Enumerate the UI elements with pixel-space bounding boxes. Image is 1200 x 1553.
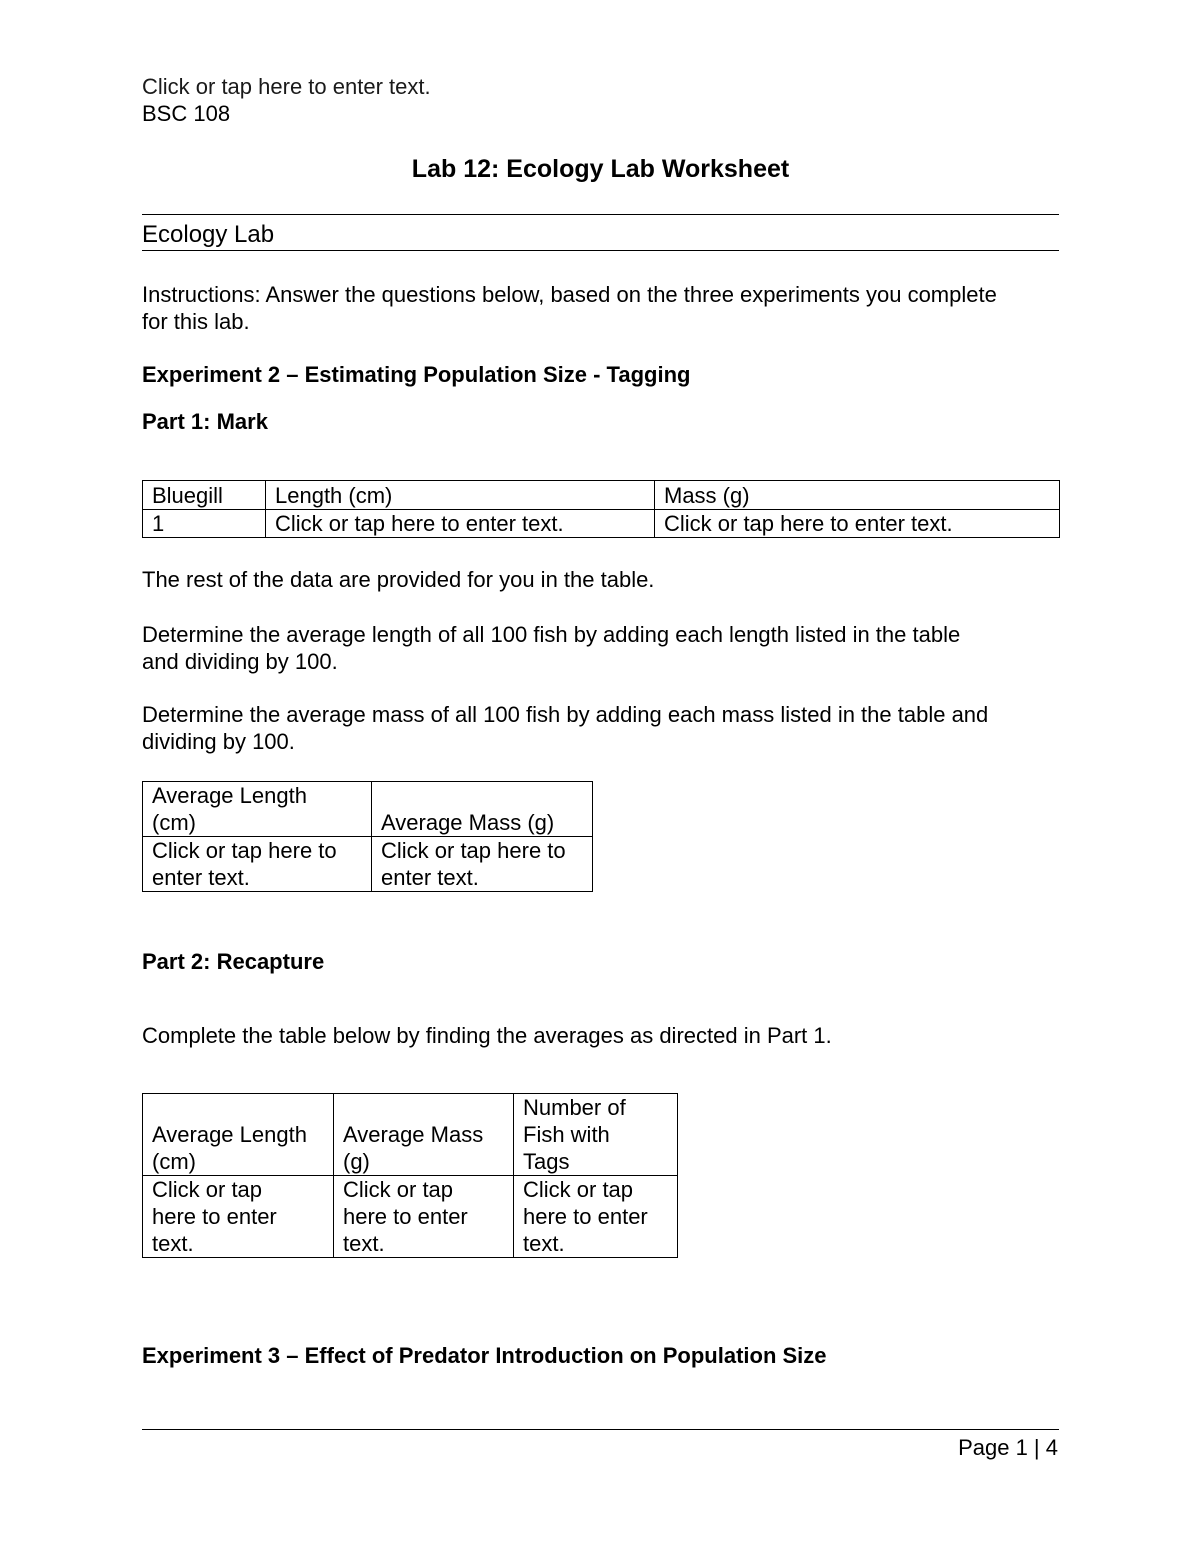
- table-row: [143, 1176, 678, 1258]
- header-line: Average Length: [152, 1122, 307, 1147]
- header-average-mass: Average Mass (g): [372, 782, 593, 837]
- header-bluegill: Bluegill: [143, 481, 266, 510]
- cell-line: Click or tap: [343, 1177, 454, 1202]
- cell-line: here to enter: [152, 1204, 277, 1229]
- part-1-heading: Part 1: Mark: [142, 409, 268, 434]
- cell-line: here to enter: [343, 1204, 468, 1229]
- mass-input[interactable]: Click or tap here to enter text.: [655, 510, 1060, 538]
- header-line: Tags: [523, 1149, 570, 1174]
- average-mass-input[interactable]: [372, 837, 593, 892]
- avg-mass-instruction-1: Determine the average mass of all 100 fish by adding each mass listed in the table and: [142, 702, 989, 727]
- cell-line: text.: [523, 1231, 565, 1256]
- part-2-instruction: Complete the table below by finding the averages as directed in Part 1.: [142, 1023, 832, 1048]
- recapture-length-input[interactable]: [143, 1176, 334, 1258]
- header-line: (cm): [152, 1149, 196, 1174]
- header-line: (cm): [152, 810, 196, 835]
- name-text-field[interactable]: Click or tap here to enter text.: [142, 74, 431, 99]
- avg-length-instruction-1: Determine the average length of all 100 fish by adding each length listed in the table: [142, 622, 961, 647]
- cell-line: text.: [343, 1231, 385, 1256]
- cell-line: Click or tap: [523, 1177, 634, 1202]
- average-length-input[interactable]: [143, 837, 372, 892]
- cell-line: Click or tap here to: [152, 838, 337, 863]
- header-line: Average Mass: [343, 1122, 484, 1147]
- table-header-row: [143, 481, 1060, 510]
- rest-data-text: The rest of the data are provided for you in the table.: [142, 567, 655, 592]
- header-line: Number of: [523, 1095, 626, 1120]
- bluegill-number: 1: [143, 510, 266, 538]
- avg-mass-instruction-2: dividing by 100.: [142, 729, 295, 754]
- experiment-3-heading: Experiment 3 – Effect of Predator Introduction on Population Size: [142, 1343, 827, 1368]
- recapture-mass-input[interactable]: [334, 1176, 514, 1258]
- instructions-line-1: Instructions: Answer the questions below, based on the three experiments you complete: [142, 282, 997, 307]
- header-average-length: [143, 1094, 334, 1176]
- table-row: [143, 510, 1060, 538]
- cell-line: Click or tap: [152, 1177, 263, 1202]
- recapture-tags-input[interactable]: [514, 1176, 678, 1258]
- cell-line: here to enter: [523, 1204, 648, 1229]
- header-average-mass: [334, 1094, 514, 1176]
- page-number: Page 1 | 4: [958, 1435, 1058, 1460]
- header-average-length: [143, 782, 372, 837]
- header-line: Fish with: [523, 1122, 610, 1147]
- table-header-row: [143, 782, 593, 837]
- cell-line: enter text.: [152, 865, 250, 890]
- cell-line: Click or tap here to: [381, 838, 566, 863]
- recapture-table: [142, 1093, 678, 1258]
- header-line: Average Length: [152, 783, 307, 808]
- length-input[interactable]: Click or tap here to enter text.: [266, 510, 655, 538]
- course-code: BSC 108: [142, 101, 231, 126]
- header-mass: Mass (g): [655, 481, 1060, 510]
- cell-line: enter text.: [381, 865, 479, 890]
- page-title: Lab 12: Ecology Lab Worksheet: [411, 155, 790, 183]
- section-heading: Ecology Lab: [142, 221, 275, 248]
- header-length: Length (cm): [266, 481, 655, 510]
- bluegill-table: [142, 480, 1060, 538]
- section-divider: [142, 250, 1059, 251]
- top-divider: [142, 214, 1059, 215]
- instructions-line-2: for this lab.: [142, 309, 250, 334]
- experiment-2-heading: Experiment 2 – Estimating Population Size - Tagging: [142, 362, 691, 387]
- cell-line: text.: [152, 1231, 194, 1256]
- part-2-heading: Part 2: Recapture: [142, 949, 325, 974]
- header-fish-with-tags: [514, 1094, 678, 1176]
- avg-length-instruction-2: and dividing by 100.: [142, 649, 338, 674]
- header-line: (g): [343, 1149, 370, 1174]
- table-row: [143, 837, 593, 892]
- footer-divider: [142, 1429, 1059, 1430]
- table-header-row: [143, 1094, 678, 1176]
- part1-averages-table: [142, 781, 593, 892]
